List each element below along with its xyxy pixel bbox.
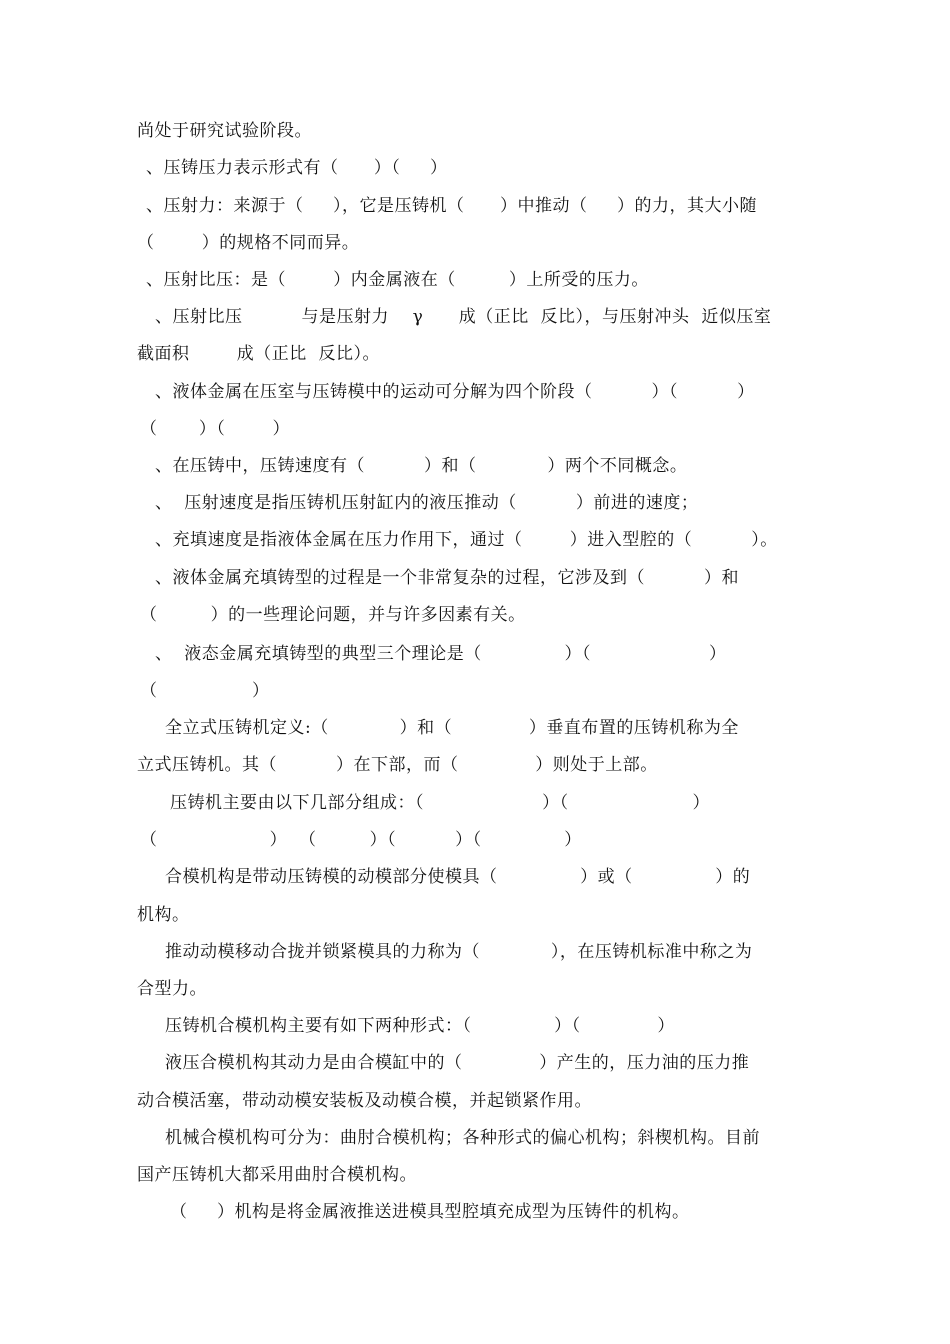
text-line: （ ）机构是将金属液推送进模具型腔填充成型为压铸件的机构。 [170, 1202, 690, 1222]
text-line: 、压射力：来源于（ ），它是压铸机（ ）中推动（ ）的力，其大小随 [146, 196, 757, 216]
text-line: （ ）（ ） [140, 419, 291, 439]
text-line: 动合模活塞，带动动模安装板及动模合模，并起锁紧作用。 [137, 1091, 592, 1111]
text-line: 立式压铸机。其（ ）在下部，而（ ）则处于上部。 [137, 755, 658, 775]
text-line: 、液体金属在压室与压铸模中的运动可分解为四个阶段（ ）（ ） [155, 382, 755, 402]
text-line: 国产压铸机大都采用曲肘合模机构。 [137, 1165, 417, 1185]
text-line: （ ） [140, 681, 270, 701]
text-line: 液压合模机构其动力是由合模缸中的（ ）产生的，压力油的压力推 [165, 1053, 750, 1073]
text-line: 、 压射速度是指压铸机压射缸内的液压推动（ ）前进的速度； [155, 493, 699, 513]
text-line: （ ） （ ）（ ）（ ） [140, 830, 582, 850]
text-line: 、 液态金属充填铸型的典型三个理论是（ ）（ ） [155, 644, 727, 664]
text-line: 压铸机合模机构主要有如下两种形式：（ ）（ ） [165, 1016, 675, 1036]
text-line: 、压射比压 与是压射力 γ 成（正比 反比），与压射冲头 近似压室 [155, 307, 772, 327]
text-line: （ ）的一些理论问题，并与许多因素有关。 [140, 605, 526, 625]
text-line: 推动动模移动合拢并锁紧模具的力称为（ ），在压铸机标准中称之为 [165, 942, 753, 962]
text-line: 、压铸压力表示形式有（ ）（ ） [146, 158, 448, 178]
text-line: 、压射比压：是（ ）内金属液在（ ）上所受的压力。 [146, 270, 649, 290]
text-line: 机械合模机构可分为：曲肘合模机构；各种形式的偏心机构；斜楔机构。目前 [165, 1128, 760, 1148]
text-line: 尚处于研究试验阶段。 [137, 121, 312, 141]
text-line: 合模机构是带动压铸模的动模部分使模具（ ）或（ ）的 [165, 867, 751, 887]
text-line: 、在压铸中，压铸速度有（ ）和（ ）两个不同概念。 [155, 456, 688, 476]
text-line: 合型力。 [137, 979, 207, 999]
text-line: 、充填速度是指液体金属在压力作用下，通过（ ）进入型腔的（ ）。 [155, 530, 778, 550]
text-line: 全立式压铸机定义:（ ）和（ ）垂直布置的压铸机称为全 [165, 718, 739, 738]
text-line: 截面积 成（正比 反比）。 [137, 344, 381, 364]
text-line: （ ）的规格不同而异。 [137, 233, 360, 253]
text-line: 机构。 [137, 905, 190, 925]
text-line: 、液体金属充填铸型的过程是一个非常复杂的过程，它涉及到（ ）和 [155, 568, 740, 588]
text-line: 压铸机主要由以下几部分组成：（ ）（ ） [170, 793, 711, 813]
